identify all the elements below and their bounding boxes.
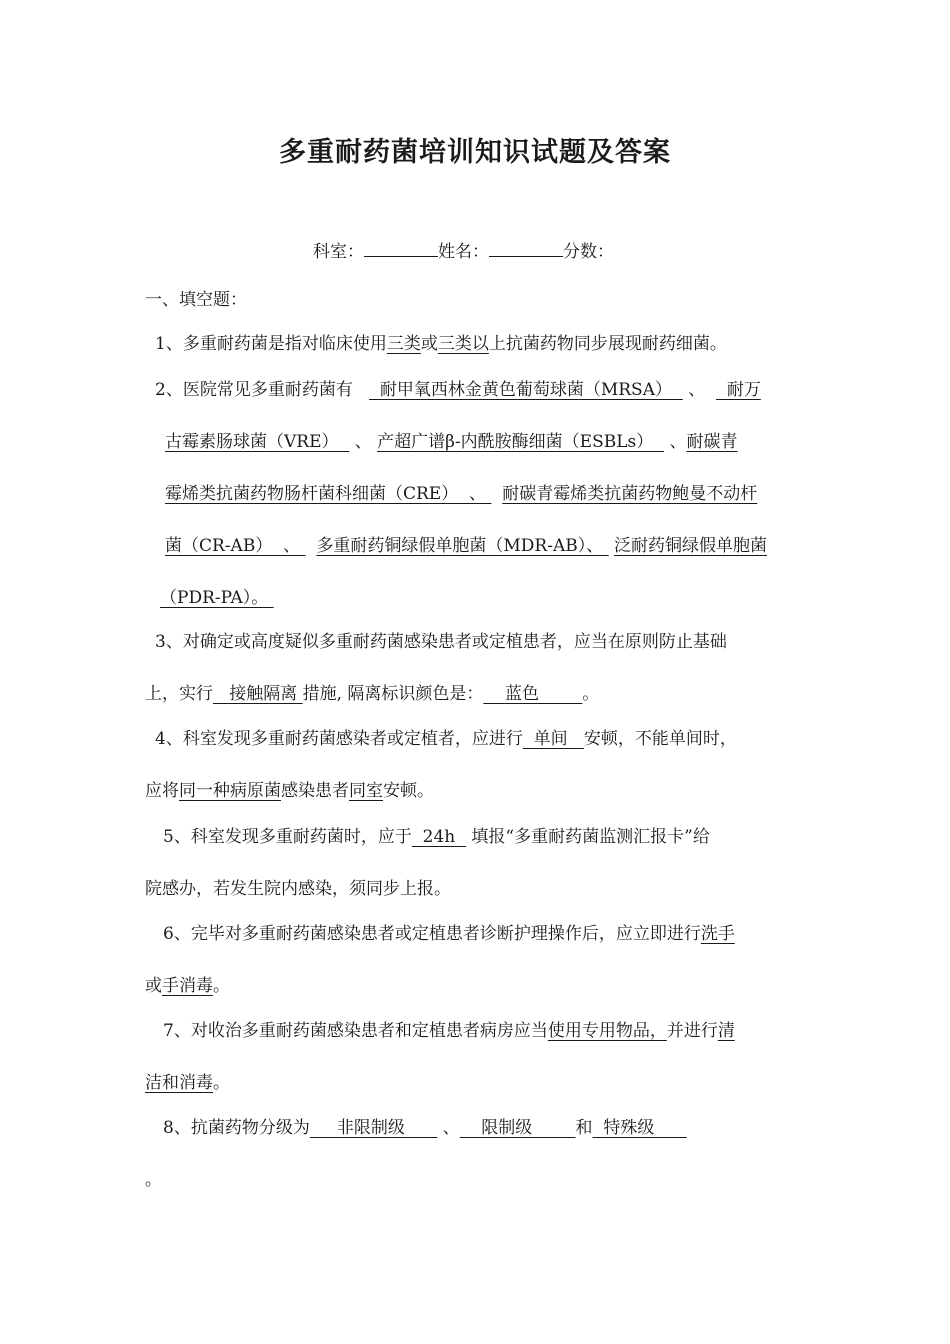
answer-blank: 同室 <box>349 781 383 801</box>
question-7-line-2: 洁和消毒。 <box>145 1073 230 1093</box>
name-blank[interactable] <box>489 241 563 257</box>
answer-blank: 耐万 <box>716 380 761 400</box>
answer-blank: 清 <box>717 1021 735 1041</box>
answer-blank: 菌（CR-AB） 、 <box>165 536 306 556</box>
question-1: 1、多重耐药菌是指对临床使用三类或三类以上抗菌药物同步展现耐药细菌。 <box>155 334 727 354</box>
question-2-line-4 <box>165 534 767 558</box>
question-3-line-1: 3、对确定或高度疑似多重耐药菌感染患者或定植患者，应当在原则防止基础 <box>155 632 727 652</box>
answer-blank: 多重耐药铜绿假单胞菌（MDR-AB）、 <box>316 536 609 556</box>
answer-blank: 接触隔离 <box>213 684 303 704</box>
answer-blank: 霉烯类抗菌药物肠杆菌科细菌（CRE） 、 <box>165 484 492 504</box>
dept-blank[interactable] <box>364 241 438 257</box>
answer-blank: 24h <box>411 827 467 847</box>
answer-blank: 同一种病原菌 <box>179 781 281 801</box>
answer-blank: 耐甲氧西林金黄色葡萄球菌（MRSA） <box>369 380 683 400</box>
question-2-line-1: 2、医院常见多重耐药菌有 耐甲氧西林金黄色葡萄球菌（MRSA） 、 耐万 <box>155 380 761 400</box>
answer-blank: 耐碳青 <box>686 432 738 452</box>
answer-blank: 洗手 <box>700 924 735 944</box>
answer-blank: 限制级 <box>459 1118 576 1138</box>
answer-blank: 手消毒 <box>162 976 213 996</box>
question-2-line-2: 古霉素肠球菌（VRE） 、 产超广谱β-内酰胺酶细菌（ESBLs） 、耐碳青 <box>165 432 738 452</box>
section-heading: 一、填空题： <box>145 290 247 310</box>
dept-label: 科室： <box>313 242 364 262</box>
answer-blank: 蓝色 <box>483 684 583 704</box>
answer-blank: 特殊级 <box>592 1118 687 1138</box>
question-5-line-2: 院感办，若发生院内感染，须同步上报。 <box>145 879 451 899</box>
question-4-line-2: 应将同一种病原菌感染患者同室安顿。 <box>145 781 434 801</box>
question-2-line-3 <box>165 482 757 506</box>
answer-blank: 古霉素肠球菌（VRE） <box>165 432 350 452</box>
question-5-line-1: 5、科室发现多重耐药菌时，应于 24h 填报“多重耐药菌监测汇报卡”给 <box>163 827 710 847</box>
answer-blank: 三类以 <box>437 334 489 354</box>
name-label: 姓名： <box>438 242 489 262</box>
answer-blank: 单间 <box>522 729 584 749</box>
question-3-line-2: 上，实行 接触隔离 措施, 隔离标识颜色是： 蓝色 。 <box>145 684 600 704</box>
header-fields <box>313 240 614 264</box>
answer-blank: （PDR-PA）。 <box>160 588 274 608</box>
question-6-line-1: 6、完毕对多重耐药菌感染患者或定植患者诊断护理操作后，应立即进行洗手 <box>163 924 735 944</box>
question-6-line-2: 或手消毒。 <box>145 976 230 996</box>
question-4-line-1: 4、科室发现多重耐药菌感染者或定植者，应进行 单间 安顿，不能单间时， <box>155 729 737 749</box>
answer-blank: 泛耐药铜绿假单胞菌 <box>614 536 768 556</box>
answer-blank: 洁和消毒 <box>145 1073 213 1093</box>
answer-blank: 产超广谱β-内酰胺酶细菌（ESBLs） <box>377 432 665 452</box>
answer-blank: 三类 <box>386 334 421 354</box>
answer-blank: 耐碳青霉烯类抗菌药物鲍曼不动杆 <box>502 484 758 504</box>
document-title: 多重耐药菌培训知识试题及答案 <box>279 137 671 168</box>
question-8-line-2: 。 <box>145 1170 162 1190</box>
question-2-line-5 <box>160 586 274 610</box>
score-label: 分数： <box>563 242 614 262</box>
answer-blank: 非限制级 <box>309 1118 438 1138</box>
question-7-line-1: 7、对收治多重耐药菌感染患者和定植患者病房应当使用专用物品，并进行清 <box>163 1021 735 1041</box>
answer-blank: 使用专用物品， <box>547 1021 667 1041</box>
question-8-line-1: 8、抗菌药物分级为 非限制级 、 限制级 和 特殊级 <box>163 1118 687 1138</box>
